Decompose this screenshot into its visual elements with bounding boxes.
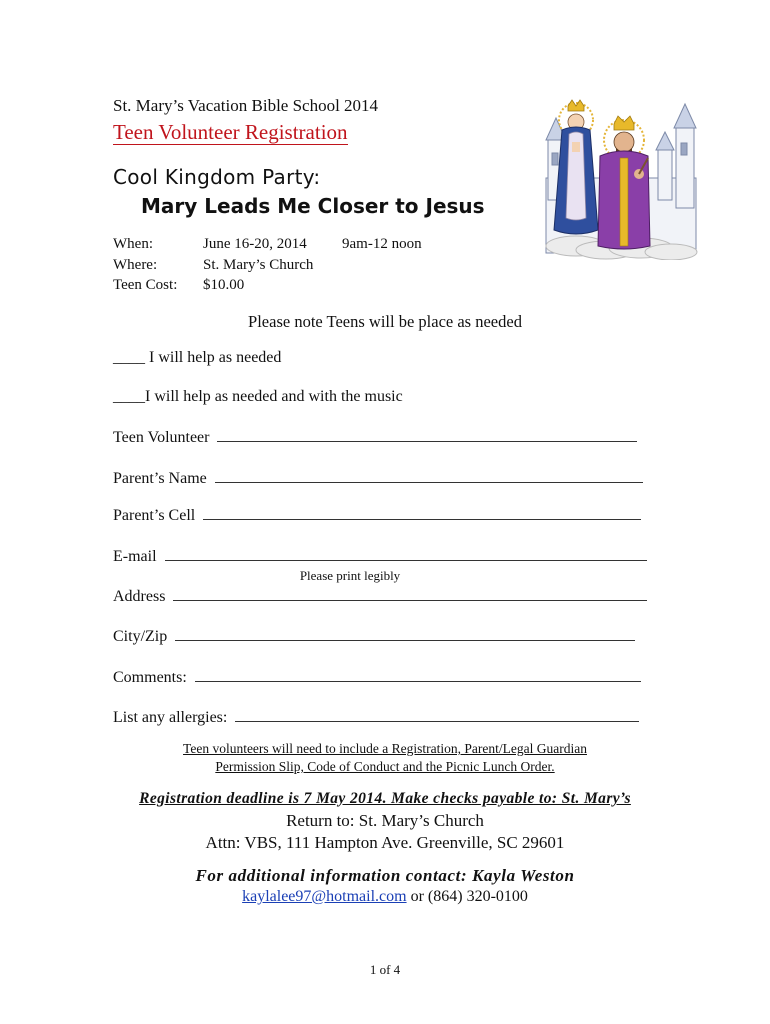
email-line[interactable]	[165, 546, 647, 561]
where-value: St. Mary’s Church	[203, 257, 314, 273]
teen-volunteer-line[interactable]	[217, 427, 637, 442]
when-label: When:	[113, 236, 153, 252]
jesus-figure	[598, 116, 650, 249]
deadline-note: Registration deadline is 7 May 2014. Make checks payable to: St. Mary’s	[139, 790, 631, 807]
time-value: 9am-12 noon	[342, 236, 422, 252]
when-value: June 16-20, 2014	[203, 236, 307, 252]
comments-line[interactable]	[195, 667, 641, 682]
parent-name-field[interactable]	[113, 468, 643, 488]
print-hint: Please print legibly	[299, 568, 401, 583]
cost-label: Teen Cost:	[113, 277, 178, 293]
address-field[interactable]	[113, 586, 647, 606]
return-to-line: Return to: St. Mary’s Church	[286, 811, 484, 830]
page-number: 1 of 4	[369, 962, 401, 977]
cost-value: $10.00	[203, 277, 245, 293]
theme-line-2: Mary Leads Me Closer to Jesus	[141, 194, 485, 218]
registration-title: Teen Volunteer Registration	[113, 120, 348, 144]
contact-line	[0, 888, 770, 906]
city-zip-line[interactable]	[175, 626, 635, 641]
address-label: Address	[113, 588, 166, 605]
contact-email-link[interactable]: kaylalee97@hotmail.com	[242, 888, 407, 905]
comments-field[interactable]	[113, 667, 641, 687]
teen-volunteer-label: Teen Volunteer	[113, 429, 210, 446]
requirements-line-1: Teen volunteers will need to include a Registration, Parent/Legal Guardian	[183, 741, 587, 756]
comments-label: Comments:	[113, 669, 187, 686]
requirements-line-2: Permission Slip, Code of Conduct and the Picnic Lunch Order.	[215, 759, 555, 774]
theme-line-1: Cool Kingdom Party:	[113, 165, 321, 189]
attn-address-line: Attn: VBS, 111 Hampton Ave. Greenville, SC 29601	[205, 833, 565, 852]
contact-heading: For additional information contact: Kayla Weston	[195, 866, 575, 885]
where-label: Where:	[113, 257, 158, 273]
parent-name-label: Parent’s Name	[113, 470, 207, 487]
contact-phone: (864) 320-0100	[427, 888, 528, 905]
help-with-music-option[interactable]: ____I will help as needed and with the music	[113, 388, 403, 405]
teen-volunteer-field[interactable]	[113, 427, 637, 447]
parent-cell-line[interactable]	[203, 505, 641, 520]
help-as-needed-option[interactable]: ____ I will help as needed	[113, 349, 282, 366]
email-label: E-mail	[113, 548, 157, 565]
allergies-line[interactable]	[235, 707, 639, 722]
contact-or: or	[410, 888, 424, 905]
mary-figure	[554, 100, 598, 234]
parent-cell-label: Parent’s Cell	[113, 507, 196, 524]
allergies-field[interactable]	[113, 707, 639, 727]
city-zip-field[interactable]	[113, 626, 635, 646]
placement-notice: Please note Teens will be place as needed	[248, 312, 522, 331]
parent-cell-field[interactable]	[113, 505, 641, 525]
school-title: St. Mary’s Vacation Bible School 2014	[113, 96, 379, 115]
allergies-label: List any allergies:	[113, 709, 228, 726]
email-field[interactable]	[113, 546, 647, 566]
parent-name-line[interactable]	[215, 468, 643, 483]
mary-and-jesus-illustration	[536, 98, 706, 260]
city-zip-label: City/Zip	[113, 628, 168, 645]
address-line[interactable]	[173, 586, 647, 601]
